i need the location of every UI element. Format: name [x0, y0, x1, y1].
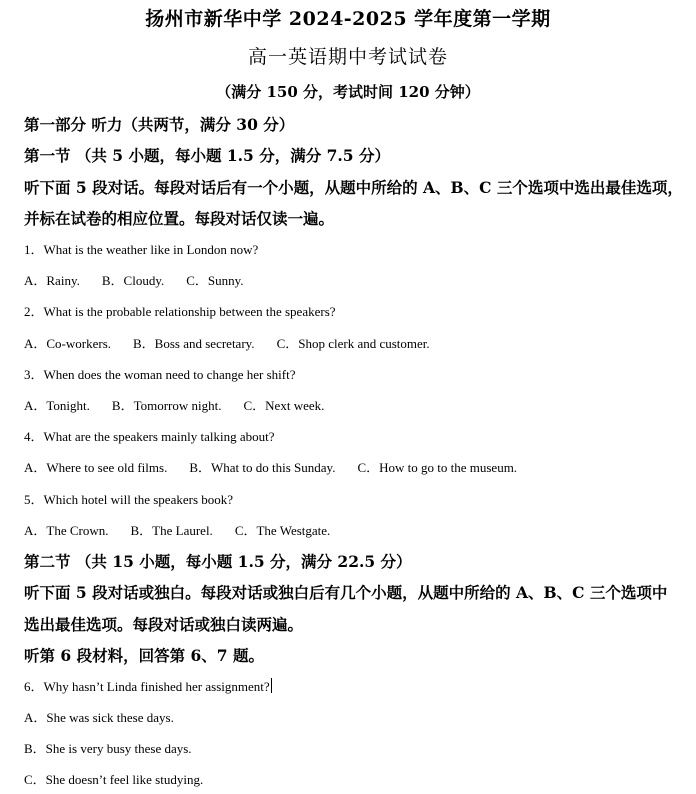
question-6-stem-text: 6．Why hasn’t Linda finished her assignment?: [24, 679, 270, 694]
q6-option-b: B．She is very busy these days.: [24, 741, 192, 756]
exam-title: 扬州市新华中学 2024-2025 学年度第一学期: [145, 8, 551, 30]
q3-option-c: C．Next week.: [243, 398, 325, 413]
section1-instruction-line1: 听下面 5 段对话。每段对话后有一个小题，从题中所给的 A、B、C 三个选项中选出最佳选项，: [24, 178, 683, 197]
material-6-heading: 听第 6 段材料，回答第 6、7 题。: [24, 646, 264, 665]
question-4-options: [24, 457, 539, 476]
question-2-options: [24, 333, 452, 352]
q5-option-c: C．The Westgate.: [234, 523, 331, 538]
q1-option-c: C．Sunny.: [186, 273, 244, 288]
question-3-stem: 3．When does the woman need to change her shift?: [24, 367, 296, 382]
q2-option-b: B．Boss and secretary.: [133, 336, 255, 351]
q6-option-a: A．She was sick these days.: [24, 710, 174, 725]
q1-option-b: B．Cloudy.: [101, 273, 165, 288]
section2-instruction-line2: 选出最佳选项。每段对话或独白读两遍。: [24, 615, 304, 634]
question-5-stem: 5．Which hotel will the speakers book?: [24, 492, 234, 507]
q4-option-c: C．How to go to the museum.: [357, 460, 518, 475]
q4-option-a: A．Where to see old films.: [24, 460, 168, 475]
question-1-options: [24, 270, 266, 289]
question-6-stem: [24, 676, 272, 695]
section2-instruction-line1: 听下面 5 段对话或独白。每段对话或独白后有几个小题，从题中所给的 A、B、C 三个选项中: [24, 583, 668, 602]
question-1-stem: 1．What is the weather like in London now?: [24, 242, 259, 257]
question-2-stem: 2．What is the probable relationship between the speakers?: [24, 304, 336, 319]
q3-option-a: A．Tonight.: [24, 398, 90, 413]
q1-option-a: A．Rainy.: [24, 273, 80, 288]
text-cursor: [271, 678, 272, 693]
question-3-options: [24, 395, 346, 414]
section2-heading: 第二节 （共 15 小题，每小题 1.5 分，满分 22.5 分）: [24, 552, 412, 571]
exam-info: （满分 150 分，考试时间 120 分钟）: [216, 83, 480, 101]
section1-heading: 第一节 （共 5 小题，每小题 1.5 分，满分 7.5 分）: [24, 146, 390, 165]
exam-subtitle: 高一英语期中考试试卷: [247, 46, 448, 68]
q2-option-c: C．Shop clerk and customer.: [276, 336, 430, 351]
q5-option-a: A．The Crown.: [24, 523, 109, 538]
question-4-stem: 4．What are the speakers mainly talking about?: [24, 429, 275, 444]
question-5-options: [24, 520, 352, 539]
q6-option-c: C．She doesn’t feel like studying.: [24, 772, 204, 787]
q2-option-a: A．Co-workers.: [24, 336, 112, 351]
section1-instruction-line2: 并标在试卷的相应位置。每段对话仅读一遍。: [24, 209, 335, 228]
q3-option-b: B．Tomorrow night.: [111, 398, 222, 413]
part1-heading: 第一部分 听力（共两节，满分 30 分）: [24, 115, 295, 134]
q4-option-b: B．What to do this Sunday.: [189, 460, 336, 475]
q5-option-b: B．The Laurel.: [130, 523, 213, 538]
